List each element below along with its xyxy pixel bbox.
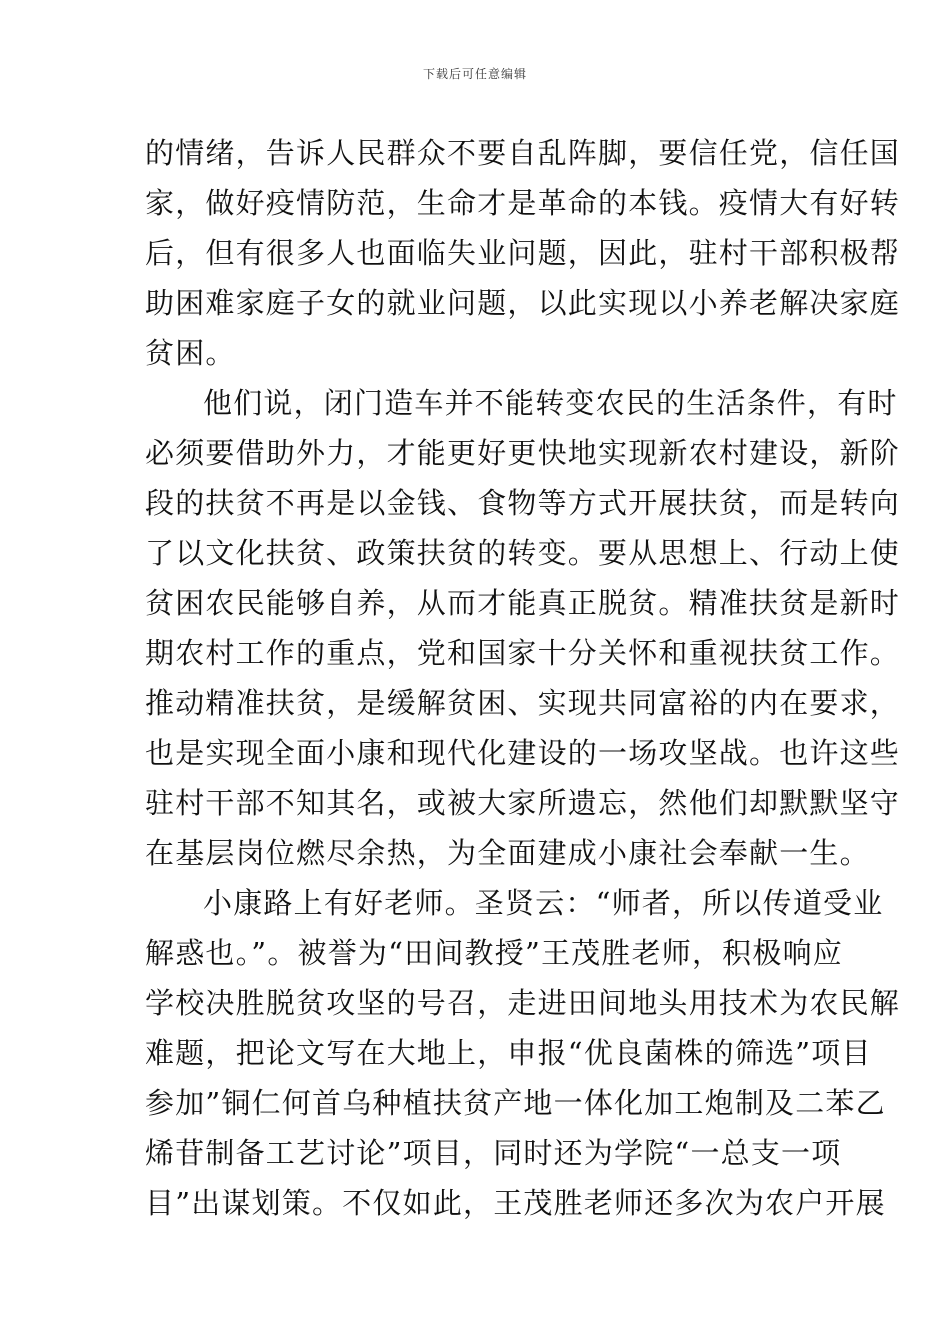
text-line: 也是实现全面小康和现代化建设的一场攻坚战。也许这些 (145, 736, 901, 770)
text-line: 贫困农民能够自养，从而才能真正脱贫。精准扶贫是新时 (145, 586, 901, 620)
text-line: 烯苷制备工艺讨论”项目，同时还为学院“一总支一项 (145, 1136, 842, 1170)
text-line: 贫困。 (145, 336, 236, 370)
text-line: 家，做好疫情防范，生命才是革命的本钱。疫情大有好转 (145, 186, 901, 220)
text-line: 推动精准扶贫，是缓解贫困、实现共同富裕的内在要求， (145, 686, 901, 720)
paragraph (145, 878, 901, 1228)
text-line: 难题，把论文写在大地上，申报“优良菌株的筛选”项目 (145, 1036, 872, 1070)
text-line: 在基层岗位燃尽余热，为全面建成小康社会奉献一生。 (145, 836, 870, 870)
text-line: 驻村干部不知其名，或被大家所遗忘，然他们却默默坚守 (145, 786, 901, 820)
page-header-note: 下载后可任意编辑 (422, 67, 527, 81)
paragraph (145, 378, 901, 878)
document-body (145, 128, 901, 1228)
text-line: 助困难家庭子女的就业问题，以此实现以小养老解决家庭 (145, 286, 901, 320)
text-line: 解惑也。”。被誉为“田间教授”王茂胜老师，积极响应 (145, 936, 843, 970)
paragraph (145, 128, 901, 378)
text-line: 后，但有很多人也面临失业问题，因此，驻村干部积极帮 (145, 236, 901, 270)
text-line: 的情绪，告诉人民群众不要自乱阵脚，要信任党，信任国 (145, 136, 901, 170)
text-line: 目”出谋划策。不仅如此，王茂胜老师还多次为农户开展 (145, 1186, 886, 1220)
text-line: 学校决胜脱贫攻坚的号召，走进田间地头用技术为农民解 (145, 986, 901, 1020)
text-line: 期农村工作的重点，党和国家十分关怀和重视扶贫工作。 (145, 636, 901, 670)
text-line: 段的扶贫不再是以金钱、食物等方式开展扶贫，而是转向 (145, 486, 901, 520)
text-line: 必须要借助外力，才能更好更快地实现新农村建设，新阶 (145, 436, 901, 470)
text-line: 他们说，闭门造车并不能转变农民的生活条件，有时 (203, 386, 898, 420)
text-line: 参加”铜仁何首乌种植扶贫产地一体化加工炮制及二苯乙 (145, 1086, 886, 1120)
text-line: 小康路上有好老师。圣贤云：“师者，所以传道受业 (203, 886, 884, 920)
text-line: 了以文化扶贫、政策扶贫的转变。要从思想上、行动上使 (145, 536, 901, 570)
